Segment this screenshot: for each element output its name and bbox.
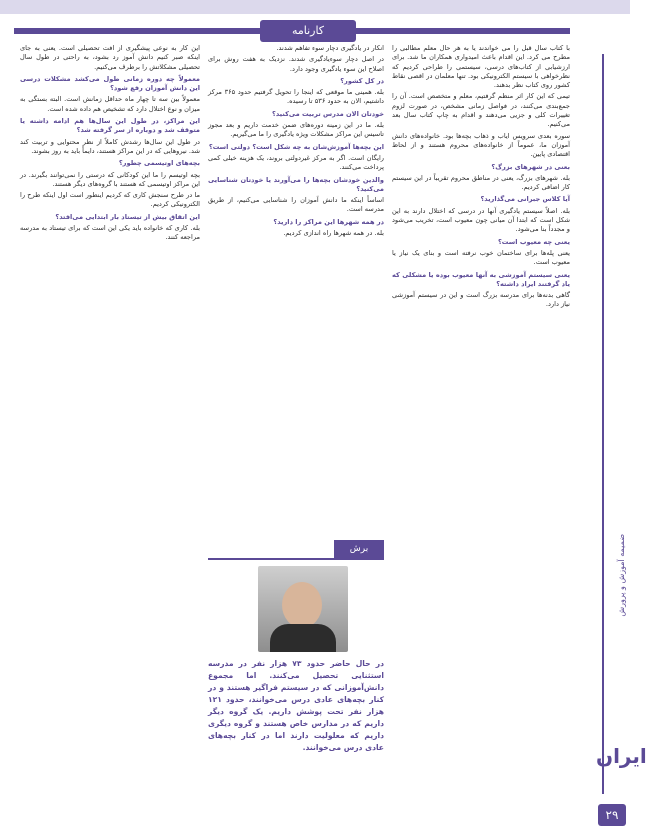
paragraph: یعنی سیستم آموزشی به آنها معیوب بوده یا مشکلی که یاد گرفتند ایراد داشته؟	[392, 270, 570, 288]
paragraph: آیا کلاس جبرانی می‌گذارید؟	[480, 195, 570, 204]
paragraph: با کتاب سال قبل را می خواندند یا به هر حال معلم مطالبی را مطرح می کرد. این اقدام باعث امیدواری همکاران ما شد. برای ارزشیابی از کتاب‌های درسی، سیستمی را طراحی کردیم که نظرخواهی با سیستم الکترونیکی بود. تنها معلمان در اقصی نقاط کشور روی کتاب نظر بدهند.	[392, 44, 570, 90]
paragraph: این اتفاق بیش از تیستاد بار ابتدایی می‌افتد؟	[55, 212, 200, 221]
text-column-middle	[208, 44, 384, 534]
paragraph: بچه‌های اوتیسمی چطور؟	[118, 159, 200, 168]
callout-box	[208, 540, 384, 790]
paragraph: بچه اوتیسم را ما این کودکانی که درستی را نمی‌توانند بگیرند. در این مراکز اوتیسمی که هستند با گروه‌های دیگر هستند.	[20, 170, 200, 188]
section-label: کارنامه	[260, 20, 356, 42]
callout-rule	[208, 558, 384, 560]
paragraph: این بچه‌ها آموزش‌شان به چه شکل است؟ دولتی است؟	[208, 142, 384, 151]
text-column-left	[20, 44, 200, 812]
sidebar-rule	[602, 54, 604, 794]
paragraph: اساساً اینکه ما دانش آموزان را شناسایی می‌کنیم، از طریق مدرسه است.	[208, 196, 384, 214]
callout-quote: در حال حاضر حدود ۷۳ هزار نفر در مدرسه استثنایی تحصیل می‌کنند. اما مجموع دانش‌آموزانی که در سیستم فراگیر هستند و در کنار بچه‌های عادی درس می‌خوانند، حدود ۱۲۱ هزار نفر تحت پوشش داریم. یک گروه دیگر داریم که در مدارس خاص هستند و گروه دیگری داریم که معلولیت دارند اما در کنار بچه‌های عادی درس می‌خوانند.	[208, 659, 384, 752]
paragraph: معمولاً چه دوره زمانی طول می‌کشد مشکلات درسی این دانش آموزان رفع شود؟	[20, 74, 200, 93]
text-column-right	[392, 44, 570, 812]
paragraph: یعنی چه معیوب است؟	[497, 237, 570, 246]
paragraph: یعنی پله‌ها برای ساختمان خوب نرفته است و بنای یک نیاز یا معیوب است.	[392, 248, 570, 267]
paragraph: بله. کاری که خانواده باید یکی این است که برای تیستاد به مدرسه مراجعه کنند.	[20, 224, 200, 242]
page-number: ۲۹	[598, 804, 626, 826]
paragraph: در طول این سال‌ها رشدش کاملاً از نظر محتوایی و تربیت کند شد. نیروهایی که در این مراکز هستند، دایماً باید به روز بشوند.	[20, 137, 200, 155]
paragraph: در اصل دچار سوءیادگیری شدند. نزدیک به هفت روش برای اصلاح این سوء یادگیری وجود دارد.	[208, 55, 384, 73]
paragraph: این کار به نوعی پیشگیری از افت تحصیلی است. یعنی به جای اینکه صبر کنیم دانش آموز رد بشود، به راحتی در طول سال تحصیلی مشکلاتش را برطرف می‌کنیم.	[20, 44, 200, 71]
paragraph: سوره بعدی سرویس ایاب و ذهاب بچه‌ها بود. خانواده‌های دانش آموزان ما، عموماً از خانواده‌های محروم هستند و از لحاظ اقتصادی پایین.	[392, 131, 570, 159]
photo-suit	[270, 624, 336, 652]
sidebar	[592, 14, 647, 822]
photo-face	[282, 582, 322, 628]
paragraph: در همه شهرها این مراکز را دارید؟	[273, 217, 384, 226]
paragraph: والدین خودشان بچه‌ها را می‌آورند یا خودتان شناسایی می‌کنید؟	[208, 175, 384, 193]
paragraph: بله. شهرهای بزرگ، یعنی در مناطق محروم تقریباً در این سیستم کار اضافی کردیم.	[392, 173, 570, 192]
callout-label: برش	[334, 540, 384, 558]
paragraph: خودتان الان مدرس تربیت می‌کنید؟	[272, 109, 384, 118]
interviewee-photo	[258, 566, 348, 652]
paragraph: در کل کشور؟	[340, 76, 384, 85]
top-ribbon	[0, 0, 630, 14]
paragraph: تیمی که این کار اثر منظم گرفتیم، معلم و متخصص است. آن را جمع‌بندی می‌کنند، در فواصل زمانی مشخص، در صورت لزوم تغییرات کلی و جزیی می‌دهند و اقدام به چاپ کتاب سال بعد می‌کنیم.	[392, 92, 570, 129]
paragraph: بله. همینی ما موقعی که اینجا را تحویل گرفتیم حدود ۳۶۵ مرکز داشتیم، الان به حدود ۵۳۶ تا رسیده.	[208, 88, 385, 106]
paragraph: این مراکز، در طول این سال‌ها هم ادامه داشته یا متوقف شد و دوباره از سر گرفته شد؟	[20, 117, 200, 135]
magazine-logo: ایران	[596, 744, 647, 768]
paragraph: انکار در یادگیری دچار سوء تفاهم شدند.	[276, 44, 384, 52]
paragraph: گاهی بدنه‌ها برای مدرسه بزرگ است و این در سیستم آموزشی نیاز دارد.	[392, 291, 570, 309]
paragraph: بله. اصلاً سیستم یادگیری آنها در درسی که اختلال دارند به این شکل است که ابتدا آن میانی چون معیوب است، تخریب می‌شود و مجدداً بنا می‌شود.	[392, 206, 570, 234]
paragraph: بعنی در شهرهای بزرگ؟	[491, 162, 570, 171]
paragraph: ما در طرح سنجش کاری که کردیم اینطور است اول اینکه طرح را الکترونیکی کردیم.	[20, 191, 200, 209]
paragraph: معمولاً بین سه تا چهار ماه حداقل زمانش است. البته بستگی به میزان و نوع اختلال دارد که تشخیص هم داده شده است.	[20, 95, 200, 113]
paragraph: بله. ما در این زمینه دوره‌های ضمن خدمت داریم و بعد مجوز تاسیس این مراکز مشکلات ویژه یادگیری را ما می‌گیریم.	[208, 121, 384, 139]
magazine-name: ضمیمه آموزش و پرورش	[617, 534, 626, 617]
paragraph: رایگان است. اگر به مرکز غیردولتی بروند، یک هزینه خیلی کمی پرداخت می‌کنند.	[208, 153, 384, 172]
paragraph: بله. در همه شهرها راه اندازی کردیم.	[283, 229, 384, 238]
